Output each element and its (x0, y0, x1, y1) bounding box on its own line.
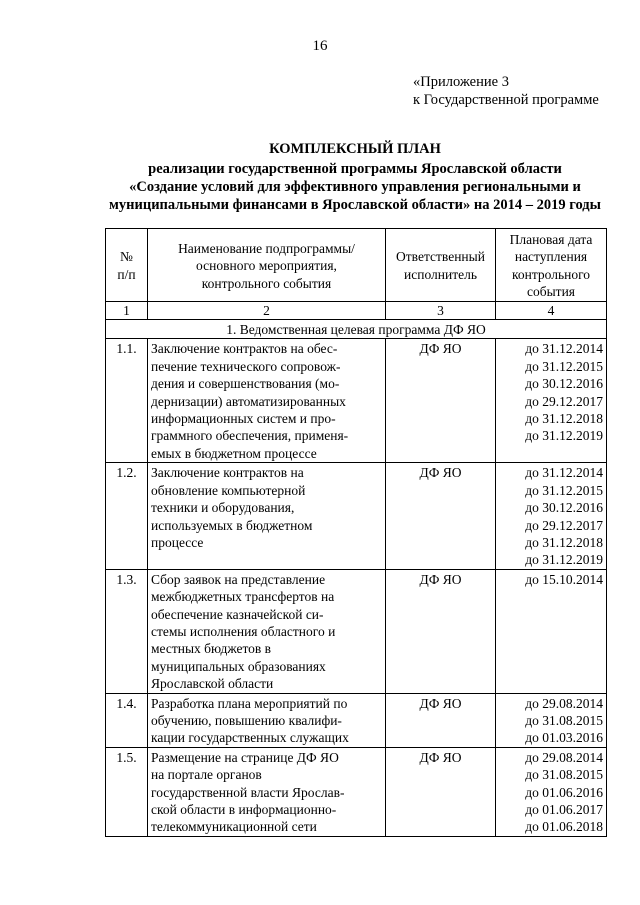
column-number-cell: 4 (496, 301, 607, 319)
cell-line: емых в бюджетном процессе (151, 445, 317, 461)
row-number: 1.1. (106, 339, 148, 463)
header-cell (386, 229, 496, 302)
planned-dates (496, 463, 607, 569)
plan-table (105, 228, 607, 837)
cell-line: Сбор заявок на представление (151, 571, 326, 587)
cell-line: Наименование подпрограммы/ (178, 240, 355, 256)
cell-line: до 31.12.2018 (525, 411, 603, 427)
cell-line: техники и оборудования, (151, 500, 295, 516)
header-cell (106, 229, 148, 302)
appendix-line: «Приложение 3 (413, 74, 509, 90)
cell-line: до 31.12.2018 (525, 534, 603, 550)
title-heading: КОМПЛЕКСНЫЙ ПЛАН (269, 141, 441, 157)
event-name (148, 569, 386, 693)
row-number: 1.3. (106, 569, 148, 693)
responsible-executor: ДФ ЯО (386, 569, 496, 693)
cell-line: Размещение на странице ДФ ЯО (151, 749, 339, 765)
table-row (106, 569, 607, 693)
cell-line: до 31.12.2014 (525, 465, 603, 481)
cell-line: процессе (151, 534, 204, 550)
column-number-cell: 1 (106, 301, 148, 319)
cell-line: кации государственных служащих (151, 730, 349, 746)
cell-line: государственной власти Ярослав- (151, 784, 345, 800)
cell-line: до 15.10.2014 (525, 571, 603, 587)
cell-line: обновление компьютерной (151, 482, 306, 498)
planned-dates (496, 339, 607, 463)
cell-line: события (526, 284, 575, 300)
column-number-cell: 3 (386, 301, 496, 319)
planned-dates (496, 747, 607, 836)
planned-dates (496, 693, 607, 747)
page-number: 16 (312, 38, 328, 54)
cell-line: до 31.12.2014 (525, 341, 603, 357)
cell-line: дернизации) автоматизированных (151, 393, 346, 409)
cell-line: муниципальных образованиях (151, 658, 326, 674)
cell-line: Плановая дата (509, 232, 593, 247)
table-row (106, 747, 607, 836)
cell-line: до 01.03.2016 (525, 730, 603, 746)
cell-line: Ярославской области (151, 676, 274, 692)
document-title (95, 140, 615, 214)
cell-line: обеспечение казначейской си- (151, 606, 324, 622)
cell-line: Заключение контрактов на обес- (151, 341, 338, 357)
plan-table-body (106, 229, 607, 837)
cell-line: телекоммуникационной сети (151, 819, 317, 835)
event-name (148, 747, 386, 836)
cell-line: наступления (514, 249, 588, 265)
cell-line: дения и совершенствования (мо- (151, 376, 340, 392)
row-number: 1.2. (106, 463, 148, 569)
cell-line: до 31.12.2019 (525, 428, 603, 444)
cell-line: до 01.06.2017 (525, 802, 603, 817)
cell-line: стемы исполнения областного и (151, 623, 336, 639)
cell-line: Заключение контрактов на (151, 465, 304, 481)
cell-line: информационных систем и про- (151, 411, 336, 427)
cell-line: до 31.12.2015 (525, 482, 603, 498)
cell-line: до 29.12.2017 (525, 393, 603, 409)
table-row (106, 463, 607, 569)
responsible-executor: ДФ ЯО (386, 339, 496, 463)
planned-dates (496, 569, 607, 693)
title-subheading: реализации государственной программы Ярославской области (148, 161, 562, 177)
header-cell (148, 229, 386, 302)
event-name (148, 693, 386, 747)
cell-line: п/п (117, 266, 136, 282)
column-number-cell: 2 (148, 301, 386, 319)
appendix-line: к Государственной программе (413, 92, 599, 108)
cell-line: до 01.06.2016 (525, 784, 603, 800)
cell-line: исполнитель (404, 266, 477, 282)
cell-line: до 01.06.2018 (525, 819, 603, 835)
cell-line: до 31.08.2015 (525, 712, 603, 728)
section-title: 1. Ведомственная целевая программа ДФ ЯО (106, 320, 607, 339)
row-number: 1.4. (106, 693, 148, 747)
table-row (106, 339, 607, 463)
event-name (148, 339, 386, 463)
cell-line: № (120, 249, 133, 265)
cell-line: межбюджетных трансфертов на (151, 589, 335, 605)
cell-line: местных бюджетов в (151, 641, 272, 657)
title-subheading: «Создание условий для эффективного управления региональными и (129, 179, 581, 195)
cell-line: до 29.12.2017 (525, 517, 603, 533)
cell-line: на портале органов (151, 767, 262, 783)
cell-line: Разработка плана мероприятий по (151, 695, 348, 711)
responsible-executor: ДФ ЯО (386, 693, 496, 747)
column-number-row (106, 301, 607, 319)
cell-line: до 31.12.2019 (525, 552, 603, 568)
cell-line: до 31.08.2015 (525, 767, 603, 783)
title-subheading: муниципальными финансами в Ярославской области» на 2014 – 2019 годы (109, 197, 601, 213)
cell-line: граммного обеспечения, применя- (151, 428, 349, 444)
event-name (148, 463, 386, 569)
cell-line: ской области в информационно- (151, 802, 337, 817)
section-row (106, 320, 607, 339)
cell-line: обучению, повышению квалифи- (151, 712, 342, 728)
cell-line: основного мероприятия, (196, 258, 337, 274)
table-header-row (106, 229, 607, 302)
responsible-executor: ДФ ЯО (386, 463, 496, 569)
cell-line: Ответственный (396, 249, 485, 265)
cell-line: используемых в бюджетном (151, 517, 313, 533)
row-number: 1.5. (106, 747, 148, 836)
cell-line: печение технического сопровож- (151, 358, 341, 374)
appendix-reference (413, 73, 599, 109)
cell-line: контрольного события (201, 275, 332, 291)
table-row (106, 693, 607, 747)
cell-line: до 30.12.2016 (525, 376, 603, 392)
responsible-executor: ДФ ЯО (386, 747, 496, 836)
cell-line: до 29.08.2014 (525, 695, 603, 711)
cell-line: до 31.12.2015 (525, 358, 603, 374)
cell-line: контрольного (511, 266, 591, 282)
header-cell (496, 229, 607, 302)
cell-line: до 30.12.2016 (525, 500, 603, 516)
cell-line: до 29.08.2014 (525, 749, 603, 765)
